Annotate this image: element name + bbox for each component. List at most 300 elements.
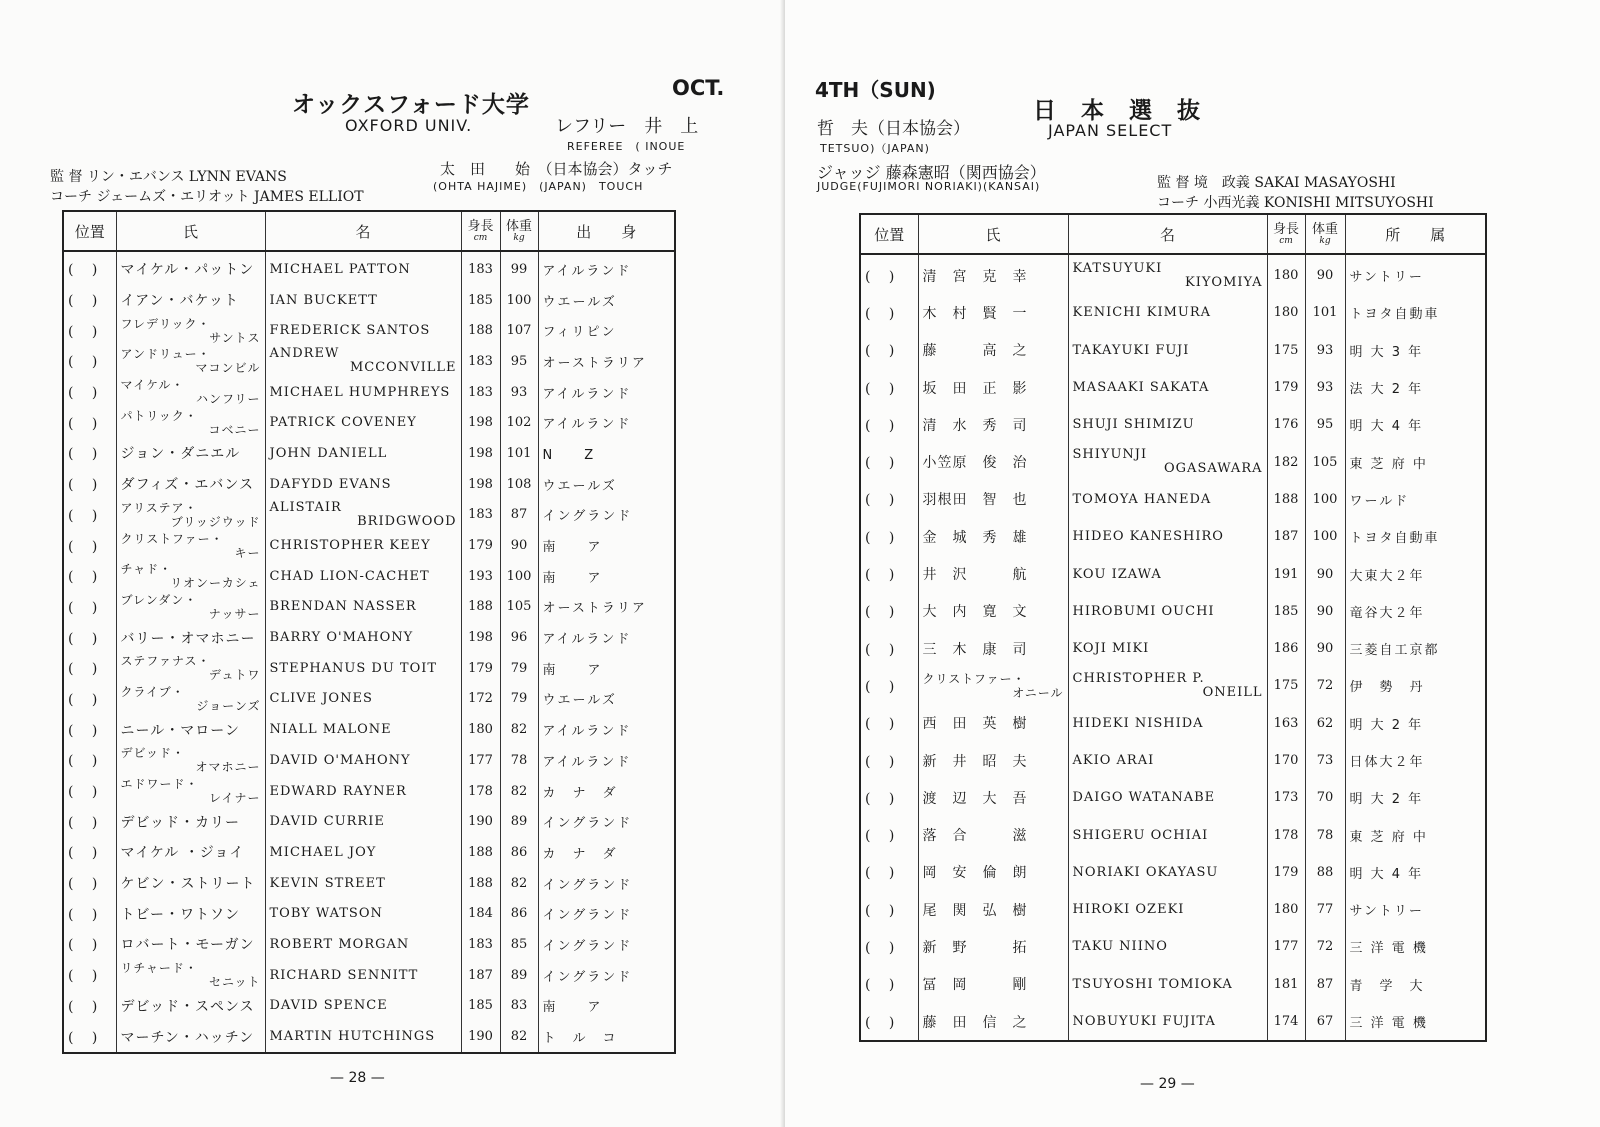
player-name-jp xyxy=(116,407,265,438)
player-name-jp xyxy=(918,667,1068,704)
position-cell: ( ) xyxy=(63,868,116,899)
position-cell: ( ) xyxy=(63,251,116,285)
player-name-en xyxy=(1068,667,1267,704)
player-name-en xyxy=(265,1021,461,1053)
player-name-jp xyxy=(918,555,1068,592)
referee-en-right: TETSUO)（JAPAN) xyxy=(820,142,930,155)
table-row xyxy=(860,705,1486,742)
table-row xyxy=(63,837,675,868)
player-name-en xyxy=(265,745,461,776)
player-name-en xyxy=(1068,854,1267,891)
table-row xyxy=(63,500,675,531)
player-name-jp-line2: デュトワ xyxy=(208,668,261,683)
player-name-en xyxy=(1068,254,1267,294)
player-name-en-line1: SHIYUNJI xyxy=(1072,447,1148,463)
header-weight-unit-right: kg xyxy=(1319,236,1331,246)
player-name-jp-line1: ブレンダン・ xyxy=(120,592,198,607)
player-name-en-text: TAKAYUKI FUJI xyxy=(1072,342,1190,358)
player-name-jp-line2: ナッサー xyxy=(208,606,261,621)
position-cell: ( ) xyxy=(63,377,116,408)
player-name-en xyxy=(265,929,461,960)
player-name-en xyxy=(265,561,461,592)
table-row xyxy=(860,667,1486,704)
table-row xyxy=(63,714,675,745)
player-name-en xyxy=(1068,332,1267,369)
player-name-jp-text: 木 村 賢 一 xyxy=(922,305,1028,322)
origin-cell: イングランド xyxy=(538,898,675,929)
position-cell: ( ) xyxy=(860,294,918,331)
weight-cell: 83 xyxy=(500,991,538,1022)
affiliation-cell: 三 洋 電 機 xyxy=(1345,1003,1486,1041)
player-name-jp xyxy=(116,622,265,653)
player-name-en-text: KOU IZAWA xyxy=(1072,566,1162,582)
table-row xyxy=(860,742,1486,779)
player-name-jp-line2: レイナー xyxy=(209,791,261,806)
player-name-jp-text: 岡 安 倫 朗 xyxy=(922,865,1028,882)
weight-cell: 90 xyxy=(1305,254,1345,294)
player-name-en xyxy=(265,315,461,346)
table-row xyxy=(63,1021,675,1053)
player-name-jp-line2: ブリッジウッド xyxy=(170,514,261,529)
player-name-en-line2: KIYOMIYA xyxy=(1185,274,1263,290)
header-origin: 出 身 xyxy=(538,211,675,251)
height-cell: 182 xyxy=(1267,443,1305,480)
player-name-jp-text: 坂 田 正 影 xyxy=(922,380,1028,397)
table-row xyxy=(860,332,1486,369)
affiliation-cell: 竜谷大２年 xyxy=(1345,593,1486,630)
table-row xyxy=(63,315,675,346)
position-cell: ( ) xyxy=(63,500,116,531)
player-name-en xyxy=(1068,816,1267,853)
affiliation-cell: 日体大２年 xyxy=(1345,742,1486,779)
position-cell: ( ) xyxy=(860,406,918,443)
header-surname: 氏 xyxy=(116,211,265,251)
header-height-right xyxy=(1267,214,1305,254)
player-name-jp-text: 三 木 康 司 xyxy=(922,641,1028,658)
position-cell: ( ) xyxy=(63,592,116,623)
position-cell: ( ) xyxy=(63,745,116,776)
affiliation-cell: 法 大 2 年 xyxy=(1345,369,1486,406)
origin-cell: 南 ア xyxy=(538,653,675,684)
player-name-en xyxy=(1068,443,1267,480)
player-name-jp xyxy=(116,285,265,316)
table-row xyxy=(860,481,1486,518)
player-name-en xyxy=(265,776,461,807)
height-cell: 188 xyxy=(461,592,500,623)
height-cell: 180 xyxy=(1267,254,1305,294)
height-cell: 174 xyxy=(1267,1003,1305,1041)
player-name-jp xyxy=(918,630,1068,667)
affiliation-cell: 大東大２年 xyxy=(1345,555,1486,592)
player-name-en-line1: ANDREW xyxy=(269,346,340,362)
manager-line: 監 督 リン・エバンス LYNN EVANS xyxy=(50,169,287,185)
player-name-en-text: JOHN DANIELL xyxy=(269,445,388,461)
origin-cell: ト ル コ xyxy=(538,1021,675,1053)
player-name-en xyxy=(1068,481,1267,518)
right-page xyxy=(785,0,1600,1127)
player-name-en-text: MICHAEL PATTON xyxy=(269,261,411,277)
player-name-jp xyxy=(116,592,265,623)
player-name-jp xyxy=(116,315,265,346)
player-name-jp xyxy=(918,1003,1068,1041)
table-row xyxy=(860,854,1486,891)
weight-cell: 93 xyxy=(1305,332,1345,369)
weight-cell: 95 xyxy=(1305,406,1345,443)
table-row xyxy=(860,891,1486,928)
header-height-label-right: 身長 xyxy=(1272,222,1299,237)
header-weight-label-right: 体重 xyxy=(1311,222,1338,237)
weight-cell: 99 xyxy=(500,251,538,285)
player-name-en-line2: MCCONVILLE xyxy=(349,360,457,376)
weight-cell: 79 xyxy=(500,653,538,684)
player-name-en-text: HIDEKI NISHIDA xyxy=(1072,715,1204,731)
player-name-en-text: EDWARD RAYNER xyxy=(269,783,407,799)
left-page xyxy=(0,0,785,1127)
player-name-en-text: MASAAKI SAKATA xyxy=(1072,380,1210,396)
weight-cell: 89 xyxy=(500,960,538,991)
weight-cell: 73 xyxy=(1305,742,1345,779)
player-name-jp xyxy=(918,254,1068,294)
table-row xyxy=(860,406,1486,443)
position-cell: ( ) xyxy=(860,705,918,742)
origin-cell: ウエールズ xyxy=(538,684,675,715)
player-name-jp-line1: ステファナス・ xyxy=(120,654,211,669)
weight-cell: 108 xyxy=(500,469,538,500)
position-cell: ( ) xyxy=(860,630,918,667)
height-cell: 185 xyxy=(1267,593,1305,630)
weight-cell: 67 xyxy=(1305,1003,1345,1041)
weight-cell: 88 xyxy=(1305,854,1345,891)
player-name-jp-text: 藤 田 信 之 xyxy=(922,1014,1028,1031)
coach-line-right: コーチ 小西光義 KONISHI MITSUYOSHI xyxy=(1157,195,1434,211)
position-cell: ( ) xyxy=(63,285,116,316)
origin-cell: イングランド xyxy=(538,929,675,960)
position-cell: ( ) xyxy=(860,555,918,592)
height-cell: 185 xyxy=(461,991,500,1022)
weight-cell: 95 xyxy=(500,346,538,377)
player-name-en-text: CHAD LION-CACHET xyxy=(269,568,430,584)
table-row xyxy=(860,254,1486,294)
player-name-jp-line1: デビッド・ xyxy=(120,746,186,761)
player-name-jp-text: ジョン・ダニエル xyxy=(120,446,241,463)
weight-cell: 79 xyxy=(500,684,538,715)
weight-cell: 90 xyxy=(500,530,538,561)
header-weight-label: 体重 xyxy=(505,219,532,234)
player-name-en-text: MICHAEL HUMPHREYS xyxy=(269,384,451,400)
player-name-jp xyxy=(918,779,1068,816)
height-cell: 198 xyxy=(461,438,500,469)
player-name-jp xyxy=(116,346,265,377)
player-name-jp xyxy=(918,332,1068,369)
player-name-en-text: CHRISTOPHER KEEY xyxy=(269,538,431,554)
player-name-jp xyxy=(918,518,1068,555)
table-row xyxy=(63,561,675,592)
table-row xyxy=(860,593,1486,630)
position-cell: ( ) xyxy=(63,438,116,469)
touch-en: (OHTA HAJIME) (JAPAN) TOUCH xyxy=(433,180,644,193)
table-row xyxy=(63,530,675,561)
player-name-jp-text: 渡 辺 大 吾 xyxy=(922,790,1028,807)
position-cell: ( ) xyxy=(63,806,116,837)
weight-cell: 101 xyxy=(500,438,538,469)
player-name-jp-text: 藤 高 之 xyxy=(922,343,1028,360)
player-name-en-text: HIROKI OZEKI xyxy=(1072,902,1185,918)
height-cell: 180 xyxy=(1267,891,1305,928)
height-cell: 181 xyxy=(1267,966,1305,1003)
player-name-jp xyxy=(918,443,1068,480)
player-name-jp-line1: チャド・ xyxy=(120,562,173,577)
weight-cell: 72 xyxy=(1305,667,1345,704)
position-cell: ( ) xyxy=(63,653,116,684)
weight-cell: 102 xyxy=(500,407,538,438)
table-row xyxy=(63,776,675,807)
player-name-en xyxy=(265,960,461,991)
table-row xyxy=(860,555,1486,592)
height-cell: 191 xyxy=(1267,555,1305,592)
weight-cell: 85 xyxy=(500,929,538,960)
page-number-28: — 28 — xyxy=(330,1070,385,1086)
height-cell: 193 xyxy=(461,561,500,592)
position-cell: ( ) xyxy=(63,622,116,653)
referee-jp-right: 哲 夫（日本協会） xyxy=(817,119,970,139)
weight-cell: 100 xyxy=(500,285,538,316)
player-name-jp-text: マーチン・ハッチン xyxy=(120,1029,255,1046)
player-name-jp xyxy=(918,705,1068,742)
player-name-jp-line2: コベニー xyxy=(208,422,261,437)
table-row xyxy=(860,294,1486,331)
weight-cell: 105 xyxy=(500,592,538,623)
table-row xyxy=(63,960,675,991)
weight-cell: 90 xyxy=(1305,593,1345,630)
origin-cell: イングランド xyxy=(538,960,675,991)
position-cell: ( ) xyxy=(860,443,918,480)
table-row xyxy=(860,369,1486,406)
table-row xyxy=(860,928,1486,965)
table-row xyxy=(63,898,675,929)
position-cell: ( ) xyxy=(860,254,918,294)
player-name-jp-line2: セニット xyxy=(208,975,261,990)
height-cell: 188 xyxy=(461,315,500,346)
player-name-jp-text: マイケル ・ジョイ xyxy=(120,845,245,862)
weight-cell: 93 xyxy=(1305,369,1345,406)
player-name-jp xyxy=(116,898,265,929)
player-name-jp xyxy=(918,891,1068,928)
player-name-en-text: PATRICK COVENEY xyxy=(269,415,417,431)
referee-jp: レフリー 井 上 xyxy=(555,116,699,137)
player-name-jp-text: 清 宮 克 幸 xyxy=(922,268,1028,285)
height-cell: 175 xyxy=(1267,332,1305,369)
weight-cell: 82 xyxy=(500,776,538,807)
height-cell: 183 xyxy=(461,251,500,285)
height-cell: 172 xyxy=(461,684,500,715)
height-cell: 176 xyxy=(1267,406,1305,443)
player-name-en-text: KENICHI KIMURA xyxy=(1072,305,1212,321)
header-height-unit: cm xyxy=(473,233,488,243)
player-name-jp-line1: アリステア・ xyxy=(120,500,198,515)
manager-line-right: 監 督 境 政義 SAKAI MASAYOSHI xyxy=(1157,175,1396,191)
player-name-en xyxy=(1068,630,1267,667)
weight-cell: 100 xyxy=(1305,518,1345,555)
affiliation-cell: 三 洋 電 機 xyxy=(1345,928,1486,965)
player-name-en-line2: ONEILL xyxy=(1202,684,1263,700)
player-name-jp-text: 金 城 秀 雄 xyxy=(922,529,1028,546)
player-name-jp-line2: ハンフリー xyxy=(195,392,261,407)
header-weight xyxy=(500,211,538,251)
origin-cell: アイルランド xyxy=(538,622,675,653)
player-name-jp xyxy=(918,966,1068,1003)
header-height xyxy=(461,211,500,251)
origin-cell: イングランド xyxy=(538,868,675,899)
position-cell: ( ) xyxy=(63,898,116,929)
player-name-en xyxy=(265,592,461,623)
weight-cell: 89 xyxy=(500,806,538,837)
weight-cell: 90 xyxy=(1305,555,1345,592)
player-name-en-text: TOBY WATSON xyxy=(269,906,383,922)
player-name-jp xyxy=(116,806,265,837)
player-name-en-line1: KATSUYUKI xyxy=(1072,260,1163,276)
table-row xyxy=(63,653,675,684)
affiliation-cell: 伊 勢 丹 xyxy=(1345,667,1486,704)
coach-line: コーチ ジェームズ・エリオット JAMES ELLIOT xyxy=(50,189,364,205)
player-name-jp-text: 井 沢 航 xyxy=(922,567,1028,584)
player-name-jp-text: マイケル・パットン xyxy=(120,262,255,279)
height-cell: 179 xyxy=(461,530,500,561)
header-position: 位置 xyxy=(63,211,116,251)
table-row xyxy=(63,929,675,960)
player-name-jp xyxy=(116,776,265,807)
player-name-en xyxy=(265,377,461,408)
affiliation-cell: 三菱自工京都 xyxy=(1345,630,1486,667)
height-cell: 178 xyxy=(1267,816,1305,853)
player-name-en xyxy=(265,684,461,715)
player-name-en xyxy=(1068,779,1267,816)
player-name-en-text: FREDERICK SANTOS xyxy=(269,323,431,339)
height-cell: 188 xyxy=(461,868,500,899)
position-cell: ( ) xyxy=(860,854,918,891)
position-cell: ( ) xyxy=(63,469,116,500)
position-cell: ( ) xyxy=(63,1021,116,1053)
player-name-jp xyxy=(918,294,1068,331)
table-row xyxy=(860,966,1486,1003)
height-cell: 183 xyxy=(461,377,500,408)
player-name-en-text: DAVID O'MAHONY xyxy=(269,752,411,768)
origin-cell: アイルランド xyxy=(538,251,675,285)
position-cell: ( ) xyxy=(860,816,918,853)
player-name-jp-text: ケビン・ストリート xyxy=(120,876,256,893)
affiliation-cell: 東 芝 府 中 xyxy=(1345,816,1486,853)
player-name-en xyxy=(1068,406,1267,443)
height-cell: 190 xyxy=(461,1021,500,1053)
weight-cell: 100 xyxy=(1305,481,1345,518)
player-name-en xyxy=(265,991,461,1022)
player-name-en xyxy=(1068,555,1267,592)
player-name-jp-text: バリー・オマホニー xyxy=(120,630,256,647)
player-name-en-text: CLIVE JONES xyxy=(269,691,373,707)
player-name-en xyxy=(265,469,461,500)
affiliation-cell: ワールド xyxy=(1345,481,1486,518)
origin-cell: カ ナ ダ xyxy=(538,776,675,807)
table-row xyxy=(63,868,675,899)
table-row xyxy=(63,806,675,837)
weight-cell: 78 xyxy=(1305,816,1345,853)
table-row xyxy=(63,622,675,653)
table-row xyxy=(63,285,675,316)
table-row xyxy=(63,407,675,438)
height-cell: 188 xyxy=(1267,481,1305,518)
team-title-jp-right: 日 本 選 抜 xyxy=(1033,98,1201,124)
japan-roster-table xyxy=(859,213,1487,1042)
japan-roster-body xyxy=(860,254,1486,1041)
origin-cell: アイルランド xyxy=(538,407,675,438)
player-name-en-text: TAKU NIINO xyxy=(1072,939,1168,955)
height-cell: 178 xyxy=(461,776,500,807)
player-name-jp-line1: エドワード・ xyxy=(120,777,199,792)
origin-cell: 南 ア xyxy=(538,991,675,1022)
affiliation-cell: サントリー xyxy=(1345,254,1486,294)
weight-cell: 96 xyxy=(500,622,538,653)
player-name-jp-text: ロバート・モーガン xyxy=(120,937,255,954)
player-name-jp-line1: クリストファー・ xyxy=(120,531,224,546)
height-cell: 183 xyxy=(461,346,500,377)
position-cell: ( ) xyxy=(63,315,116,346)
weight-cell: 70 xyxy=(1305,779,1345,816)
player-name-jp xyxy=(116,745,265,776)
origin-cell: N Z xyxy=(538,438,675,469)
player-name-en xyxy=(265,530,461,561)
table-row xyxy=(63,346,675,377)
player-name-en-text: ROBERT MORGAN xyxy=(269,936,410,952)
player-name-jp-text: ニール・マローン xyxy=(120,722,240,739)
player-name-en-text: DAIGO WATANABE xyxy=(1072,790,1216,806)
table-row xyxy=(63,745,675,776)
position-cell: ( ) xyxy=(860,667,918,704)
origin-cell: アイルランド xyxy=(538,714,675,745)
weight-cell: 82 xyxy=(500,714,538,745)
position-cell: ( ) xyxy=(860,332,918,369)
player-name-en xyxy=(1068,742,1267,779)
origin-cell: 南 ア xyxy=(538,561,675,592)
player-name-en-text: TOMOYA HANEDA xyxy=(1072,491,1212,507)
player-name-jp-line2: リオンーカシェ xyxy=(170,576,261,591)
header-weight-unit: kg xyxy=(513,233,525,243)
origin-cell: オーストラリア xyxy=(538,592,675,623)
table-row xyxy=(860,816,1486,853)
height-cell: 179 xyxy=(1267,854,1305,891)
header-position-right: 位置 xyxy=(860,214,918,254)
month-label: OCT. xyxy=(672,76,725,100)
table-header-row xyxy=(63,211,675,251)
height-cell: 163 xyxy=(1267,705,1305,742)
weight-cell: 78 xyxy=(500,745,538,776)
player-name-jp xyxy=(116,991,265,1022)
player-name-en-text: MARTIN HUTCHINGS xyxy=(269,1029,436,1045)
player-name-en xyxy=(1068,1003,1267,1041)
player-name-jp xyxy=(116,500,265,531)
height-cell: 198 xyxy=(461,469,500,500)
player-name-en xyxy=(1068,518,1267,555)
position-cell: ( ) xyxy=(63,684,116,715)
team-title-jp: オックスフォード大学 xyxy=(292,92,530,118)
weight-cell: 82 xyxy=(500,868,538,899)
header-height-label: 身長 xyxy=(467,219,494,234)
player-name-jp-line1: フレデリック・ xyxy=(120,316,211,331)
height-cell: 179 xyxy=(461,653,500,684)
position-cell: ( ) xyxy=(860,518,918,555)
player-name-en-text: NIALL MALONE xyxy=(269,722,392,738)
height-cell: 177 xyxy=(1267,928,1305,965)
player-name-en-text: IAN BUCKETT xyxy=(269,292,378,308)
table-row xyxy=(860,630,1486,667)
